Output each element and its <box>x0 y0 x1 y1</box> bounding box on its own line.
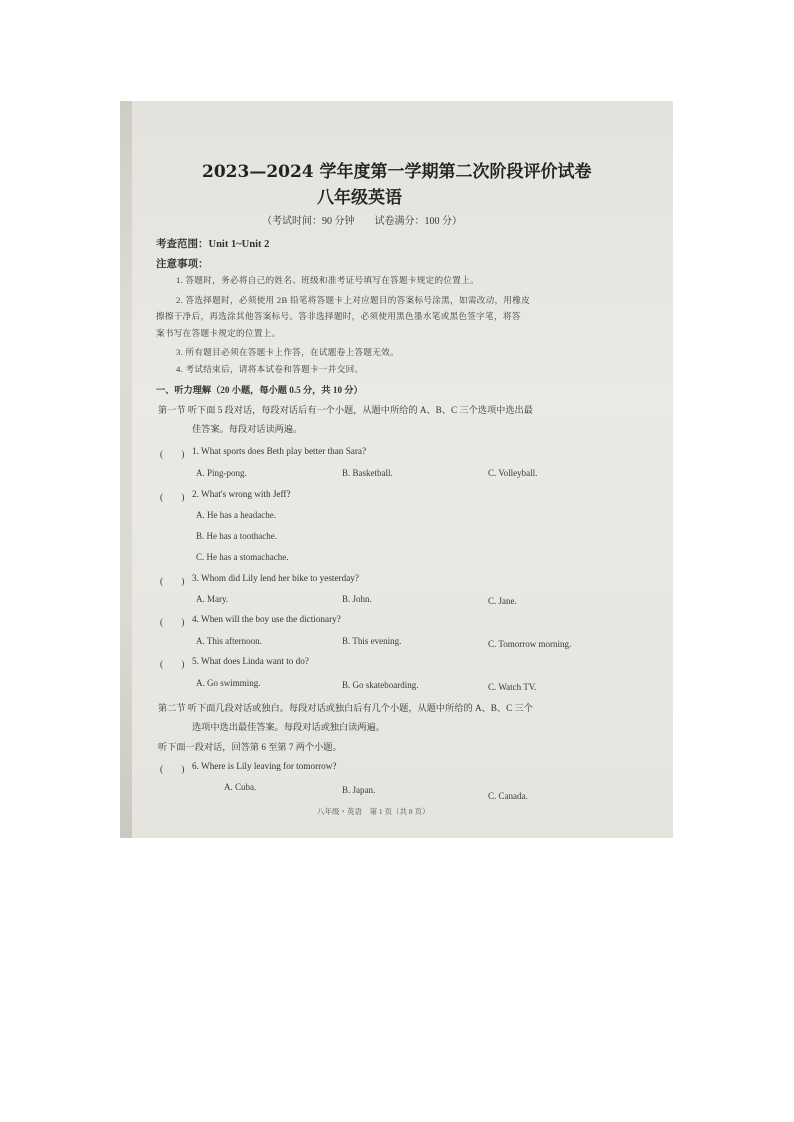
exam-page <box>132 101 673 838</box>
page-footer: 八年级・英语 第 1 页（共 8 页） <box>317 807 430 816</box>
option-a[interactable]: A. Go swimming. <box>196 678 261 688</box>
answer-bracket[interactable]: ( ) <box>160 764 185 774</box>
notes-heading: 注意事项： <box>156 259 209 270</box>
note-item: 案书写在答题卡规定的位置上。 <box>156 328 281 338</box>
option-b[interactable]: B. This evening. <box>342 636 402 646</box>
option-a[interactable]: A. Mary. <box>196 594 229 604</box>
question-text: 2. What's wrong with Jeff? <box>192 489 291 499</box>
option-b[interactable]: B. Japan. <box>342 785 376 795</box>
exam-title: 2023—2024 学年度第一学期第二次阶段评价试卷 <box>202 162 592 182</box>
answer-bracket[interactable]: ( ) <box>160 492 185 502</box>
question-text: 6. Where is Lily leaving for tomorrow? <box>192 761 337 771</box>
exam-subject: 八年级英语 <box>317 188 402 208</box>
question-text: 3. Whom did Lily lend her bike to yesterday? <box>192 573 359 583</box>
note-item: 4. 考试结束后，请将本试卷和答题卡一并交回。 <box>176 364 364 374</box>
option-b[interactable]: B. He has a toothache. <box>196 531 277 541</box>
question-text: 4. When will the boy use the dictionary? <box>192 614 341 624</box>
answer-bracket[interactable]: ( ) <box>160 617 185 627</box>
section1-instruction: 第一节 听下面 5 段对话，每段对话后有一个小题，从题中所给的 A、B、C 三个选项中选出最 <box>158 405 533 415</box>
option-a[interactable]: A. He has a headache. <box>196 510 276 520</box>
passage-intro: 听下面一段对话，回答第 6 至第 7 两个小题。 <box>158 742 342 752</box>
option-a[interactable]: A. This afternoon. <box>196 636 262 646</box>
section1-instruction: 佳答案。每段对话读两遍。 <box>192 424 303 434</box>
part1-heading: 一、听力理解（20 小题，每小题 0.5 分，共 10 分） <box>156 385 363 395</box>
question-text: 1. What sports does Beth play better than Sara? <box>192 446 367 456</box>
option-c[interactable]: C. Watch TV. <box>488 682 537 692</box>
option-b[interactable]: B. Go skateboarding. <box>342 680 419 690</box>
option-c[interactable]: C. Volleyball. <box>488 468 538 478</box>
note-item: 2. 答选择题时，必须使用 2B 铅笔将答题卡上对应题目的答案标号涂黑，如需改动，用橡皮 <box>176 295 531 305</box>
section2-instruction: 第二节 听下面几段对话或独白。每段对话或独白后有几个小题，从题中所给的 A、B、C 三个 <box>158 703 533 713</box>
option-c[interactable]: C. Tomorrow morning. <box>488 639 572 649</box>
answer-bracket[interactable]: ( ) <box>160 659 185 669</box>
section2-instruction: 选项中选出最佳答案。每段对话或独白读两遍。 <box>192 722 385 732</box>
note-item: 擦擦干净后，再选涂其他答案标号。答非选择题时，必须使用黑色墨水笔或黑色签字笔，将答 <box>156 311 521 321</box>
option-c[interactable]: C. He has a stomachache. <box>196 552 289 562</box>
option-c[interactable]: C. Jane. <box>488 596 517 606</box>
option-a[interactable]: A. Ping-pong. <box>196 468 247 478</box>
note-item: 1. 答题时，务必将自己的姓名、班级和准考证号填写在答题卡规定的位置上。 <box>176 275 479 285</box>
scanned-photo <box>120 101 673 838</box>
option-b[interactable]: B. John. <box>342 594 372 604</box>
exam-info: （考试时间：90 分钟 试卷满分：100 分） <box>262 216 462 227</box>
answer-bracket[interactable]: ( ) <box>160 576 185 586</box>
exam-scope: 考查范围：Unit 1~Unit 2 <box>156 239 270 250</box>
question-text: 5. What does Linda want to do? <box>192 656 309 666</box>
option-c[interactable]: C. Canada. <box>488 791 528 801</box>
answer-bracket[interactable]: ( ) <box>160 449 185 459</box>
note-item: 3. 所有题目必须在答题卡上作答，在试题卷上答题无效。 <box>176 347 399 357</box>
option-a[interactable]: A. Cuba. <box>224 782 257 792</box>
option-b[interactable]: B. Basketball. <box>342 468 393 478</box>
